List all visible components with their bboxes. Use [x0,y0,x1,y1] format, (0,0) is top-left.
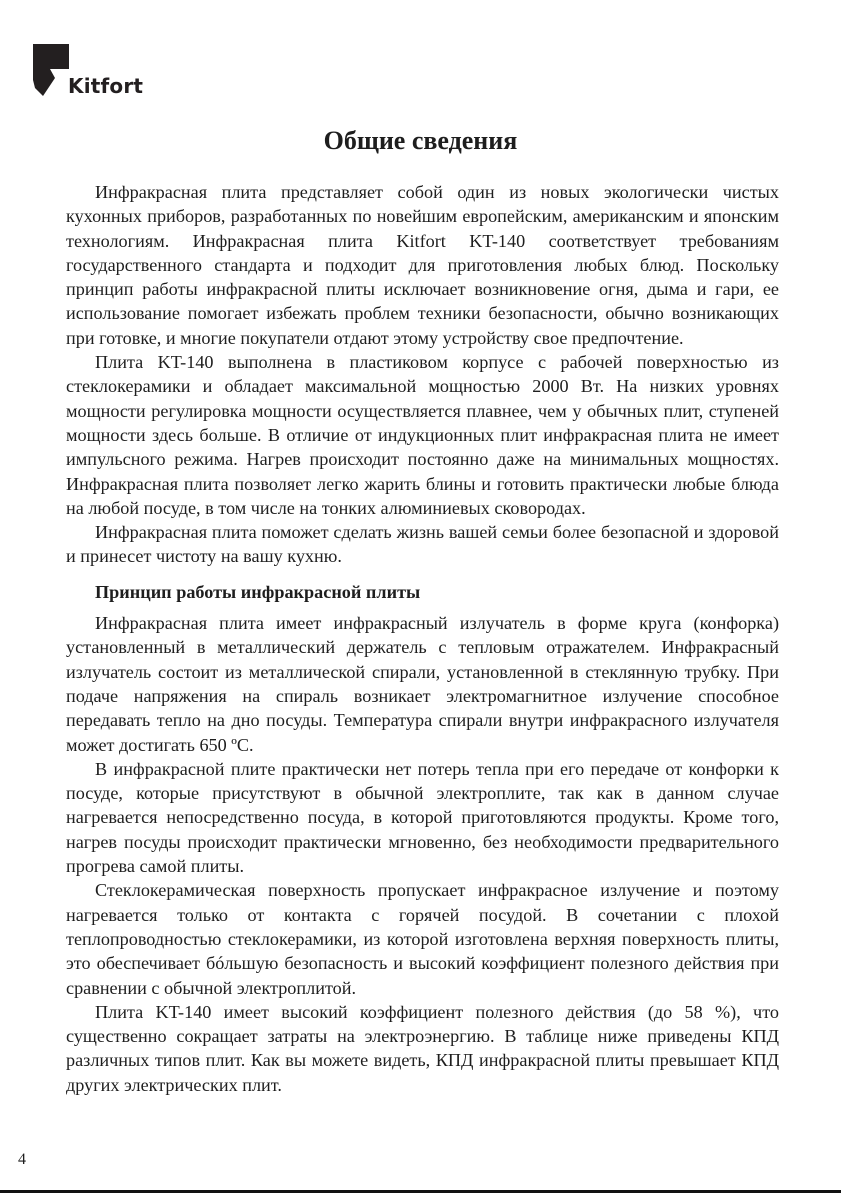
bottom-divider [0,1190,841,1193]
paragraph: Инфракрасная плита представляет собой один из новых экологически чистых кухонных приборов, разработанных по новейшим европейским, американским и японским технологиям. Инфракрасная плита Kitfort KT-140 соответствует требованиям государственного стандарта и подходит для приготовления любых блюд. Поскольку принцип работы инфракрасной плиты исключает возникновение огня, дыма и гари, ее использование помогает избежать проблем техники безопасности, обычно возникающих при готовке, и многие покупатели отдают этому устройству свое предпочтение. [66,182,779,348]
paragraph: Инфракрасная плита поможет сделать жизнь вашей семьи более безопасной и здоровой и принесет чистоту на вашу кухню. [66,522,779,567]
document-body [66,180,779,1097]
kitfort-logo-icon [33,44,69,96]
paragraph: В инфракрасной плите практически нет потерь тепла при его передаче от конфорки к посуде, которые присутствуют в обычной электроплите, так как в данном случае нагревается непосредственно посуда, в которой приготовляются продукты. Кроме того, нагрев посуды происходит практически мгновенно, без необходимости предварительного прогрева самой плиты. [66,758,779,877]
page-title: Общие сведения [323,126,518,155]
page-number: 4 [18,1151,26,1168]
section-heading: Принцип работы инфракрасной плиты [95,581,421,602]
brand-name: Kitfort [68,74,144,98]
brand-logo [33,44,143,99]
paragraph: Стеклокерамическая поверхность пропускает инфракрасное излучение и поэтому нагревается только от контакта с горячей посудой. В сочетании с плохой теплопроводностью стеклокерамики, из которой изготовлена верхняя поверхность плиты, это обеспечивает бóльшую безопасность и высокий коэффициент полезного действия при сравнении с обычной электроплитой. [66,880,779,998]
paragraph: Плита KT-140 выполнена в пластиковом корпусе с рабочей поверхностью из стеклокерамики и обладает максимальной мощностью 2000 Вт. На низких уровнях мощности регулировка мощности осуществляется плавнее, чем у обычных плит, ступеней мощности здесь больше. В отличие от индукционных плит инфракрасная плита не имеет импульсного режима. Нагрев происходит постоянно даже на минимальных мощностях. Инфракрасная плита позволяет легко жарить блины и готовить практически любые блюда на любой посуде, в том числе на тонких алюминиевых сковородах. [66,352,779,518]
paragraph: Инфракрасная плита имеет инфракрасный излучатель в форме круга (конфорка) установленный в металлический держатель с тепловым отражателем. Инфракрасный излучатель состоит из металлической спирали, установленной в стеклянную трубку. При подаче напряжения на спираль возникает электромагнитное излучение способное передавать тепло на дно посуды. Температура спирали внутри инфракрасного излучателя может достигать 650 ºC. [66,613,779,755]
paragraph: Плита KT-140 имеет высокий коэффициент полезного действия (до 58 %), что существенно сокращает затраты на электроэнергию. В таблице ниже приведены КПД различных типов плит. Как вы можете видеть, КПД инфракрасной плиты превышает КПД других электрических плит. [66,1001,779,1095]
